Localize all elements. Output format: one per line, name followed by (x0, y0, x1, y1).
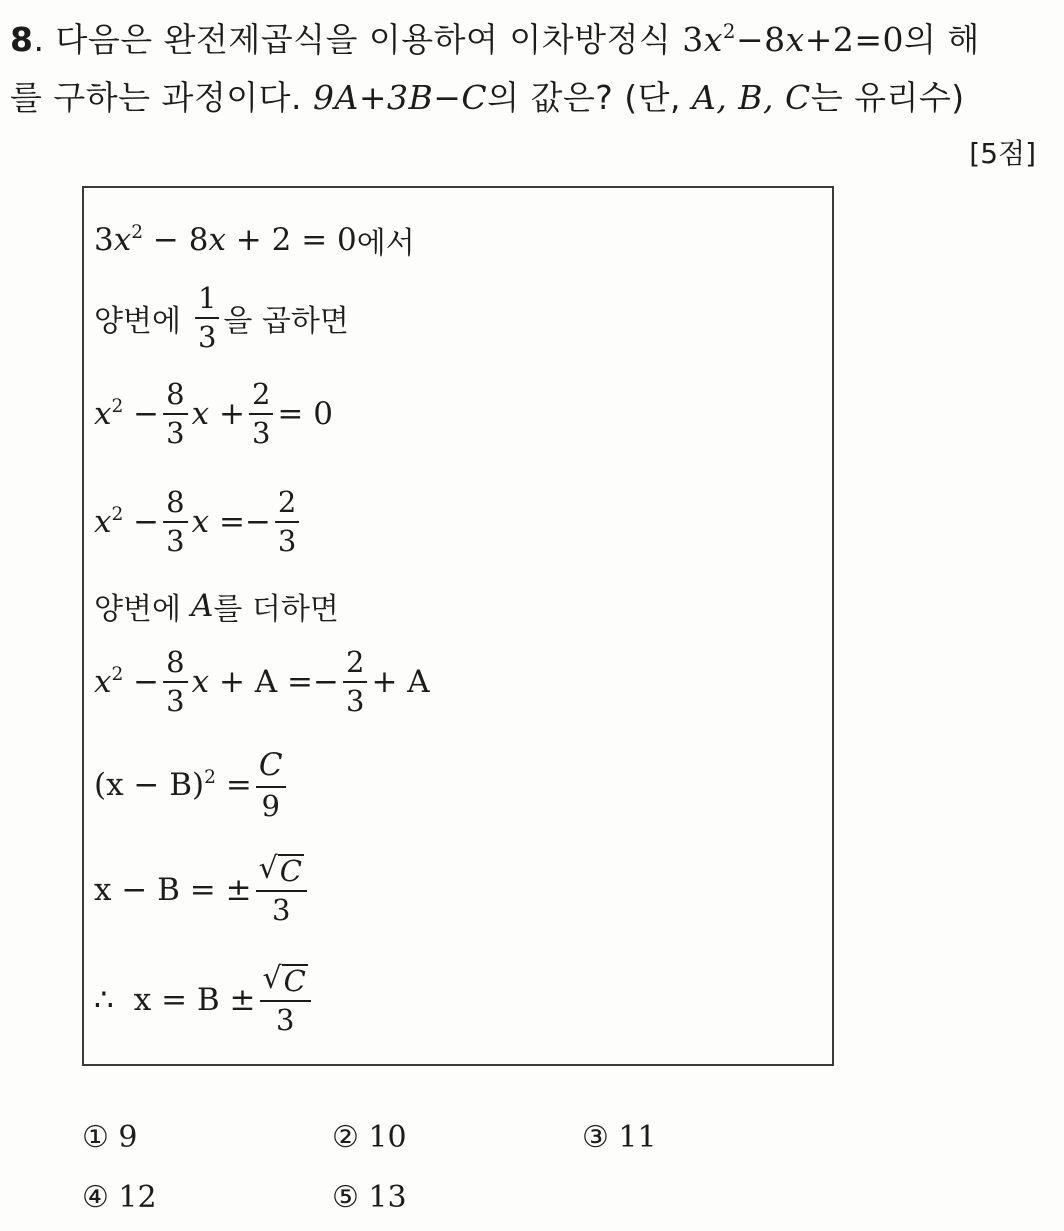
choice-5[interactable]: ⑤ 13 (332, 1180, 407, 1215)
question-line-2: 를 구하는 과정이다. 9A+3B−C의 값은? (단, A, B, C는 유리수) (10, 78, 965, 117)
square-root: √ C (262, 961, 306, 998)
therefore-symbol: ∴ (94, 981, 114, 1018)
step-6: $x^2$ − $\frac{8}{3}$ x + A =− $\frac{2}{3}$ + A (94, 645, 430, 719)
question-expression: 9A+3B−C (313, 78, 488, 117)
choice-1[interactable]: ① 9 (82, 1120, 138, 1155)
step-3: $x^2$ − $\frac{8}{3}$ x + $\frac{2}{3}$ = 0 (94, 377, 333, 451)
choice-3[interactable]: ③ 11 (582, 1120, 657, 1155)
fraction: $\frac{1}{3}$ (195, 282, 219, 355)
choice-2[interactable]: ② 10 (332, 1120, 407, 1155)
question-text: 다음은 완전제곱식을 이용하여 이차방정식 (55, 20, 672, 59)
step-1: $3x^2 - 8x + 2 = 0$ 에서 (94, 221, 415, 261)
question-number: 8 (10, 20, 34, 59)
step-9: ∴ x = B ± √ C 3 (94, 962, 315, 1037)
question-equation: $3x^2-8x+2=0$ (682, 20, 905, 59)
question-variables: A, B, C (692, 78, 811, 117)
step-8: x − B = ± √ C 3 (94, 852, 311, 927)
step-7: $(x - B)^2$ = $\frac{C}{9}$ (94, 748, 290, 823)
question-line-1: 8. 다음은 완전제곱식을 이용하여 이차방정식 $3x^2-8x+2=0$의 해 (10, 20, 980, 59)
step-2: 양변에 $\frac{1}{3}$ 을 곱하면 (94, 281, 349, 355)
step-4: $x^2$ − $\frac{8}{3}$ x =− $\frac{2}{3}$ (94, 486, 303, 559)
choice-4[interactable]: ④ 12 (82, 1180, 157, 1215)
square-root: √ C (258, 851, 302, 888)
points-label: [5점] (969, 137, 1036, 170)
step-5: 양변에 A 를 더하면 (94, 588, 339, 627)
